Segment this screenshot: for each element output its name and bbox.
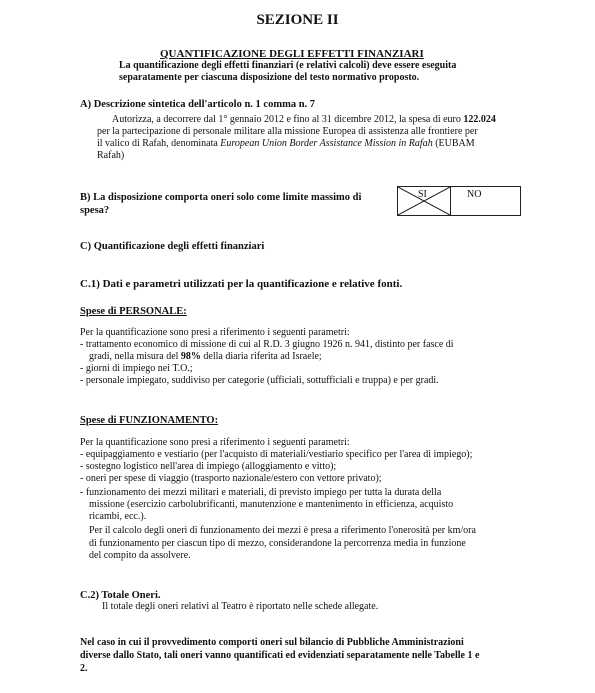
funzionamento-note-line2: di funzionamento per ciascun tipo di mezzo, considerandone la percorrenza media in funzione xyxy=(89,538,466,549)
c1-heading: C.1) Dati e parametri utilizzati per la quantificazione e relative fonti. xyxy=(80,278,403,290)
personale-item-1-line2 xyxy=(89,351,322,363)
header-title: QUANTIFICAZIONE DEGLI EFFETTI FINANZIARI xyxy=(160,48,424,60)
no-option xyxy=(451,187,520,215)
section-a-line3-prefix: il valico di Rafah, denominata xyxy=(97,138,221,149)
c2-text: Il totale degli oneri relativi al Teatro è riportato nelle schede allegate. xyxy=(102,601,379,612)
funzionamento-item-4-line1: - funzionamento dei mezzi militari e materiali, di previsto impiego per tutta la durata della xyxy=(80,487,441,499)
section-a-heading: A) Descrizione sintetica dell'articolo n. 1 comma n. 7 xyxy=(80,99,316,110)
funzionamento-heading: Spese di FUNZIONAMENTO: xyxy=(80,415,219,426)
section-title: SEZIONE II xyxy=(256,12,339,28)
section-b-question-line2: spesa? xyxy=(80,205,110,216)
section-b-question-line1: B) La disposizione comporta oneri solo come limite massimo di xyxy=(80,192,362,203)
mission-name: European Union Border Assistance Mission in Rafah xyxy=(220,138,433,149)
personale-item-1-prefix: gradi, nella misura del xyxy=(89,351,181,362)
personale-item-3: - personale impiegato, suddiviso per categorie (ufficiali, sottufficiali e truppa) e per gradi. xyxy=(80,375,439,387)
c2-heading: C.2) Totale Oneri. xyxy=(80,590,161,601)
footer-line3: 2. xyxy=(80,663,88,674)
section-c-heading: C) Quantificazione degli effetti finanziari xyxy=(80,241,265,252)
section-a-line4: Rafah) xyxy=(97,150,125,161)
si-option xyxy=(398,187,451,215)
section-a-line3 xyxy=(97,138,475,150)
personale-intro: Per la quantificazione sono presi a riferimento i seguenti parametri: xyxy=(80,327,350,338)
si-label: SI xyxy=(418,189,427,200)
funzionamento-note-line3: del compito da assolvere. xyxy=(89,550,191,561)
funzionamento-item-1: - equipaggiamento e vestiario (per l'acquisto di materiali/vestiario specifico per l'area di impiego); xyxy=(80,449,472,461)
header-subtitle-line2: separatamente per ciascuna disposizione del testo normativo proposto. xyxy=(119,72,420,83)
section-a-line1-text: Autorizza, a decorrere dal 1° gennaio 2012 e fino al 31 dicembre 2012, la spesa di euro xyxy=(112,114,464,125)
funzionamento-intro: Per la quantificazione sono presi a riferimento i seguenti parametri: xyxy=(80,437,350,448)
footer-line1: Nel caso in cui il provvedimento comporti oneri sul bilancio di Pubbliche Amministrazioni xyxy=(80,637,464,648)
personale-percent: 98% xyxy=(180,351,201,362)
funzionamento-item-4-line3: ricambi, ecc.). xyxy=(89,511,147,522)
personale-item-1-line1: - trattamento economico di missione di cui al R.D. 3 giugno 1926 n. 941, distinto per fasce di xyxy=(80,339,454,351)
section-a-line2: per la partecipazione di personale militare alla missione Europea di assistenza alle frontiere per xyxy=(97,126,478,137)
header-subtitle-line1: La quantificazione degli effetti finanziari (e relativi calcoli) deve essere eseguita xyxy=(119,60,457,71)
section-a-line1 xyxy=(112,114,496,126)
funzionamento-item-2: - sostegno logistico nell'area di impiego (alloggiamento e vitto); xyxy=(80,461,336,473)
footer-line2: diverse dallo Stato, tali oneri vanno quantificati ed evidenziati separatamente nelle Tabelle 1 e xyxy=(80,650,480,661)
personale-item-2: - giorni di impiego nei T.O.; xyxy=(80,363,193,375)
no-label: NO xyxy=(467,189,482,200)
funzionamento-item-4-line2: missione (esercizio carbolubrificanti, manutenzione e mantenimento in efficienza, acquisto xyxy=(89,499,454,510)
section-a-amount: 122.024 xyxy=(463,114,496,125)
section-a-line3-suffix: (EUBAM xyxy=(432,138,475,149)
personale-item-1-suffix: della diaria riferita ad Israele; xyxy=(200,351,322,362)
si-no-box xyxy=(397,186,521,216)
funzionamento-note-line1: Per il calcolo degli oneri di funzionamento dei mezzi è presa a riferimento l'onerosità per km/ora xyxy=(89,525,476,536)
funzionamento-item-3: - oneri per spese di viaggio (trasporto nazionale/estero con vettore privato); xyxy=(80,473,382,485)
personale-heading: Spese di PERSONALE: xyxy=(80,306,187,317)
